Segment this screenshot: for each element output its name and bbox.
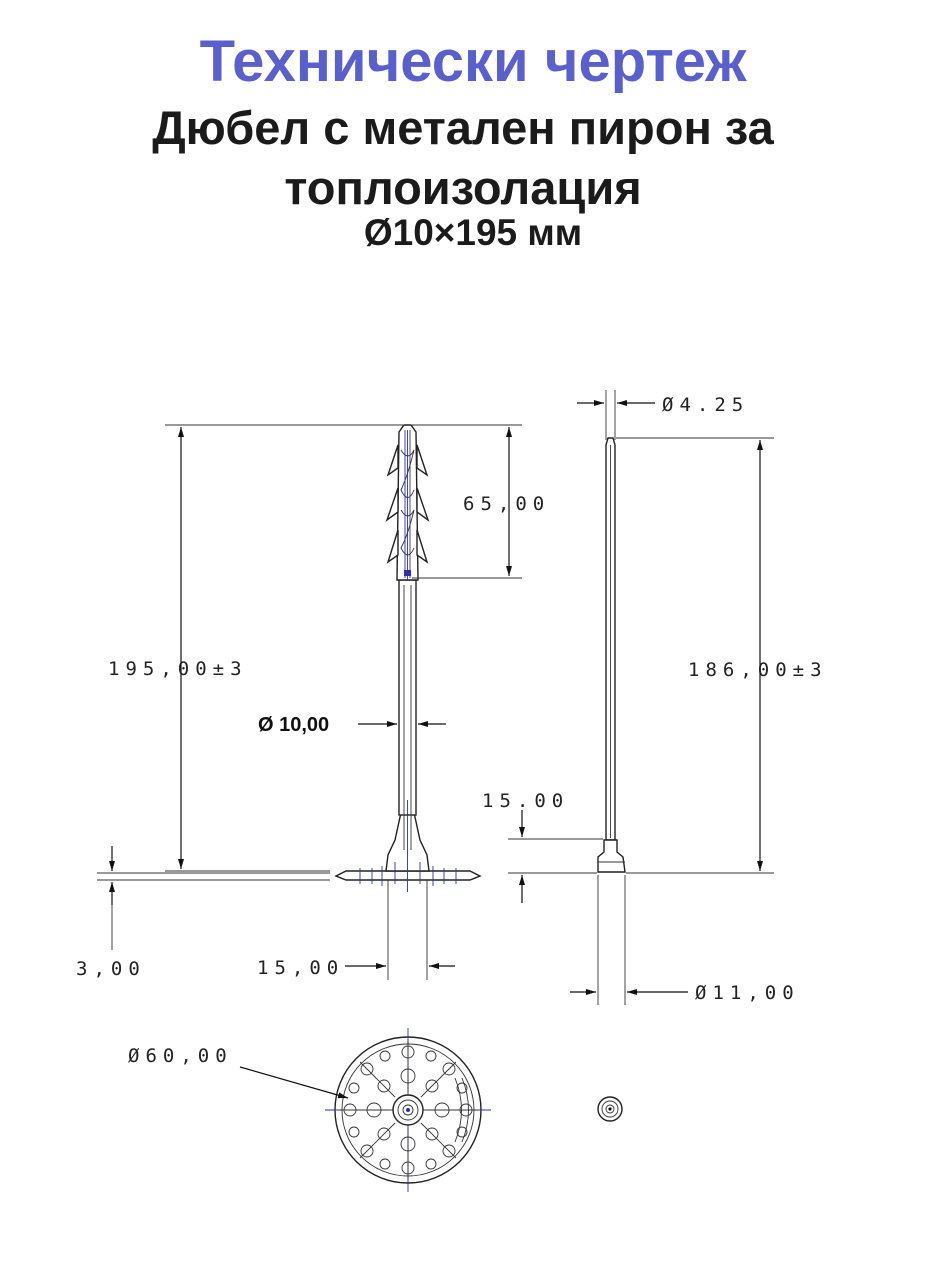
- page-title: Технически чертеж: [199, 29, 747, 94]
- neck-width-label: 15,00: [257, 957, 345, 979]
- dowel-side-view: [336, 425, 480, 892]
- dim-nail-length: [616, 438, 828, 873]
- dim-head-diameter: [570, 875, 800, 1005]
- dim-plate-diameter: [128, 1045, 348, 1098]
- dim-head-height: [482, 790, 603, 903]
- nail-side-view: [598, 438, 625, 872]
- dim-total-length: [108, 425, 403, 871]
- dim-nail-diameter: [577, 390, 749, 440]
- product-name-line1: Дюбел с метален пирон за: [152, 101, 774, 154]
- nail-length-label: 186,00±3: [688, 659, 828, 681]
- product-name-line2: топлоизолация: [284, 161, 642, 214]
- product-size: Ø10×195 мм: [363, 212, 583, 253]
- head-height-label: 15.00: [482, 790, 570, 812]
- plate-thickness-label: 3,00: [76, 958, 146, 980]
- shaft-diameter-label: Ø 10,00: [258, 714, 330, 736]
- anchor-length-label: 65,00: [463, 493, 551, 515]
- nail-top-view: [598, 1097, 622, 1121]
- dim-shaft-diameter: [258, 714, 446, 736]
- nail-diameter-label: Ø4.25: [662, 394, 750, 416]
- dim-anchor-length: [412, 425, 550, 578]
- plate-top-view: [325, 1028, 491, 1192]
- total-length-label: 195,00±3: [108, 658, 248, 680]
- plate-diameter-label: Ø60,00: [128, 1045, 233, 1067]
- dim-neck-width: [257, 880, 455, 980]
- head-diameter-label: Ø11,00: [695, 982, 800, 1004]
